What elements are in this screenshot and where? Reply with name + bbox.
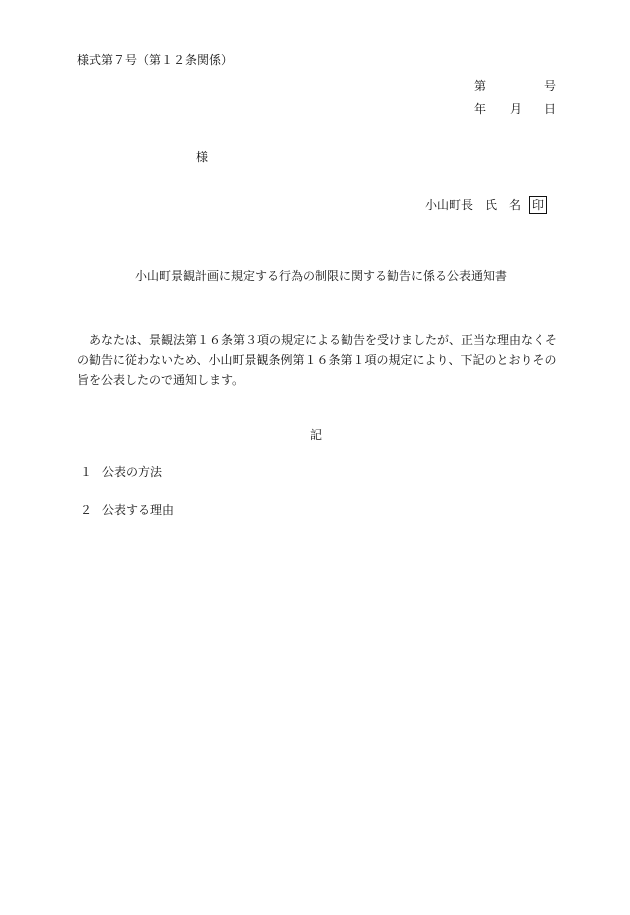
body-line-1: あなたは、景観法第１６条第３項の規定による勧告を受けましたが、正当な理由なくそ [77,333,558,347]
sender-title: 小山町長 [425,198,474,212]
body-paragraph [77,330,558,390]
body-line-3: 旨を公表したので通知します。 [77,373,245,387]
date-month-label: 月 [510,102,523,116]
item-number: １ [80,465,93,479]
form-number-label: 様式第７号（第１２条関係） [77,53,234,67]
document-number-prefix: 第 [474,79,487,93]
item-label: 公表する理由 [102,503,175,517]
recipient-honorific: 様 [196,150,209,164]
date-year-label: 年 [474,102,487,116]
sender-block [425,196,547,214]
document-title: 小山町景観計画に規定する行為の制限に関する勧告に係る公表通知書 [135,269,508,283]
body-line-2: の勧告に従わないため、小山町景観条例第１６条第１項の規定により、下記のとおりその [77,353,557,367]
date-day-label: 日 [544,102,557,116]
ki-heading: 記 [310,428,323,442]
seal-box: 印 [529,196,547,214]
item-number: ２ [80,503,93,517]
sender-name-shi: 氏 [485,198,498,212]
document-number-suffix: 号 [544,79,557,93]
sender-name-mei: 名 [509,198,522,212]
list-item [80,503,174,517]
item-label: 公表の方法 [102,465,163,479]
list-item [80,465,162,479]
